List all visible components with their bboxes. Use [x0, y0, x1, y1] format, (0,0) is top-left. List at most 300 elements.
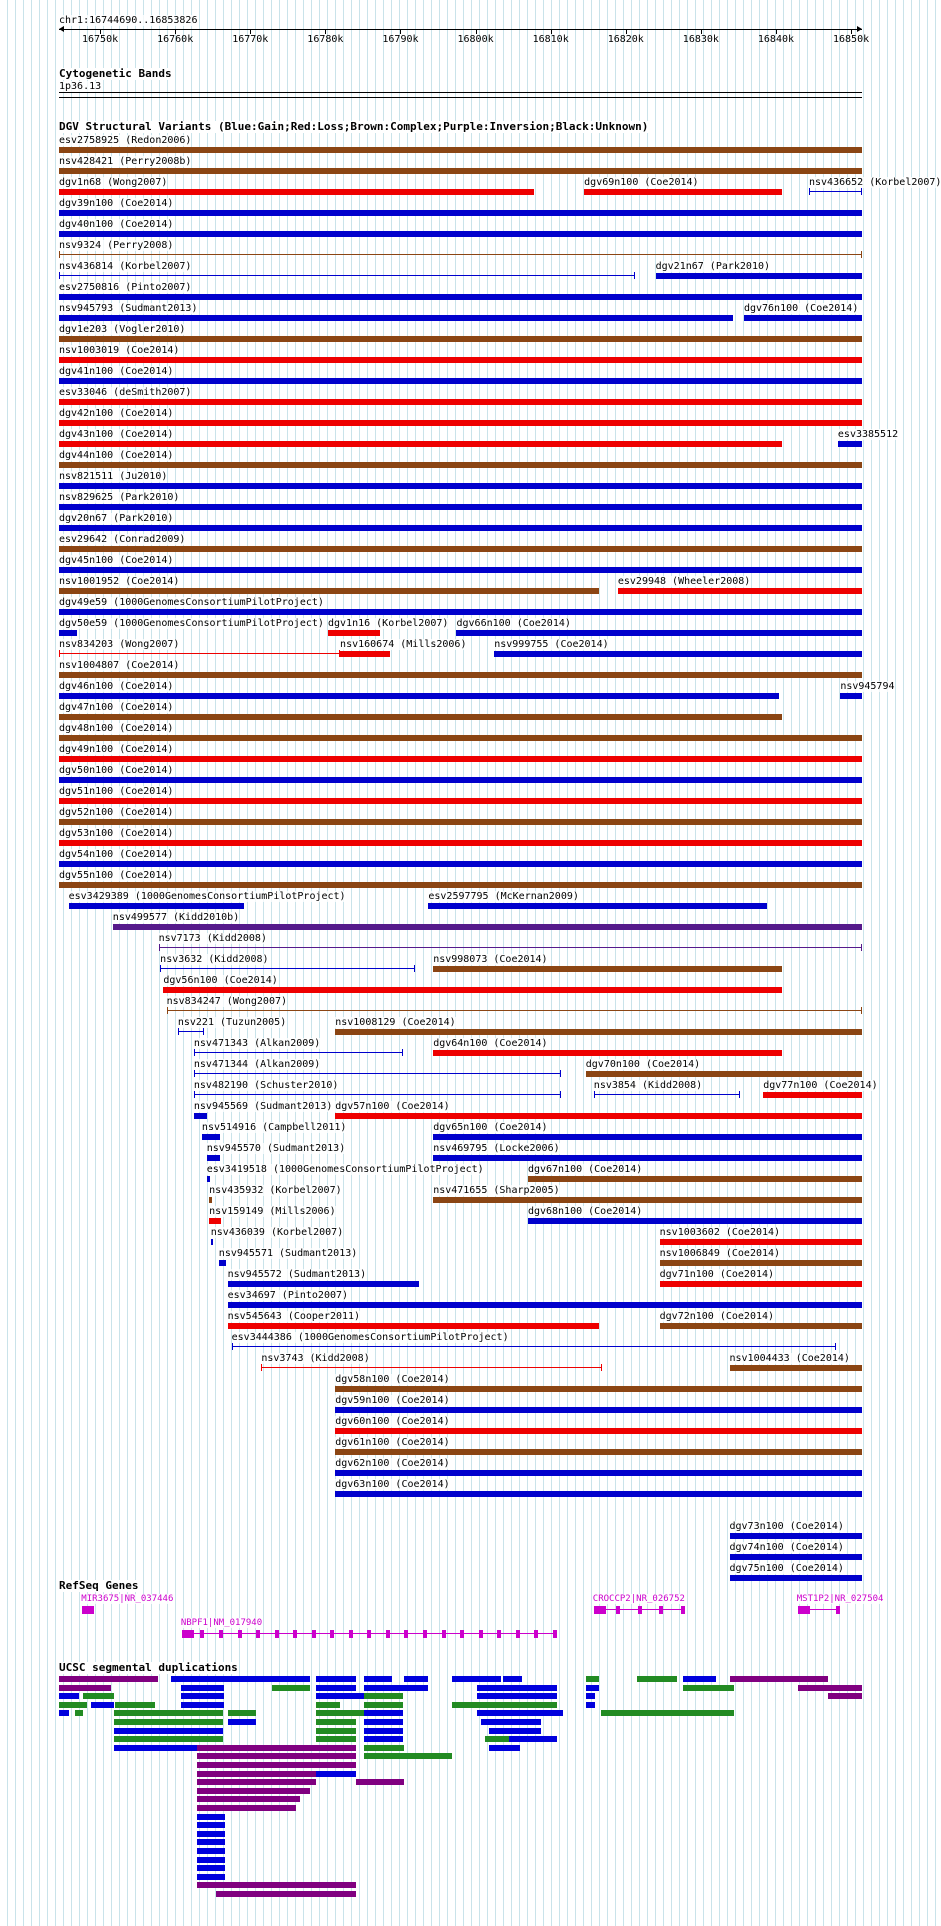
variant-bar[interactable]: [261, 1367, 601, 1368]
variant-bar[interactable]: [335, 1449, 862, 1455]
segdup-block[interactable]: [364, 1753, 452, 1759]
variant-bar[interactable]: [335, 1470, 862, 1476]
variant-bar[interactable]: [209, 1218, 221, 1224]
segdup-block[interactable]: [828, 1693, 862, 1699]
variant-bar[interactable]: [194, 1094, 561, 1095]
variant-bar[interactable]: [219, 1260, 226, 1266]
gene-label[interactable]: NBPF1|NM_017940: [180, 1618, 263, 1628]
variant-label[interactable]: nsv469795 (Locke2006): [433, 1143, 560, 1154]
variant-bar[interactable]: [59, 567, 862, 573]
gene-exon[interactable]: [330, 1630, 334, 1638]
segdup-block[interactable]: [364, 1702, 403, 1708]
variant-bar[interactable]: [163, 987, 781, 993]
variant-label[interactable]: dgv60n100 (Coe2014): [335, 1416, 450, 1427]
variant-label[interactable]: nsv471343 (Alkan2009): [193, 1038, 321, 1049]
variant-label[interactable]: nsv159149 (Mills2006): [209, 1206, 336, 1217]
segdup-block[interactable]: [364, 1676, 392, 1682]
variant-label[interactable]: nsv1004433 (Coe2014): [729, 1353, 850, 1364]
variant-bar[interactable]: [730, 1365, 862, 1371]
segdup-block[interactable]: [197, 1848, 225, 1854]
variant-bar[interactable]: [59, 504, 862, 510]
variant-label[interactable]: nsv545643 (Cooper2011): [227, 1311, 361, 1322]
segdup-block[interactable]: [452, 1702, 556, 1708]
segdup-block[interactable]: [114, 1745, 198, 1751]
segdup-block[interactable]: [197, 1805, 296, 1811]
variant-label[interactable]: esv3385512: [837, 429, 899, 440]
variant-label[interactable]: nsv482190 (Schuster2010): [193, 1080, 339, 1091]
variant-bar[interactable]: [207, 1155, 220, 1161]
segdup-block[interactable]: [637, 1676, 677, 1682]
gene-exon[interactable]: [534, 1630, 538, 1638]
gene-exon[interactable]: [349, 1630, 353, 1638]
variant-label[interactable]: nsv945794: [840, 681, 895, 692]
variant-bar[interactable]: [335, 1113, 862, 1119]
variant-bar[interactable]: [211, 1239, 213, 1245]
segdup-block[interactable]: [83, 1693, 114, 1699]
segdup-block[interactable]: [798, 1685, 862, 1691]
segdup-block[interactable]: [364, 1685, 428, 1691]
variant-bar[interactable]: [433, 1134, 862, 1140]
segdup-block[interactable]: [197, 1745, 356, 1751]
variant-label[interactable]: nsv834247 (Wong2007): [166, 996, 288, 1007]
variant-bar[interactable]: [335, 1029, 862, 1035]
gene-exon[interactable]: [798, 1606, 810, 1614]
variant-bar[interactable]: [59, 630, 77, 636]
variant-bar[interactable]: [59, 399, 862, 405]
segdup-block[interactable]: [364, 1736, 403, 1742]
segdup-block[interactable]: [316, 1685, 356, 1691]
variant-label[interactable]: nsv821511 (Ju2010): [59, 471, 168, 482]
variant-label[interactable]: dgv46n100 (Coe2014): [59, 681, 174, 692]
variant-bar[interactable]: [59, 546, 862, 552]
gene-exon[interactable]: [479, 1630, 483, 1638]
segdup-block[interactable]: [316, 1693, 364, 1699]
variant-bar[interactable]: [335, 1491, 862, 1497]
segdup-block[interactable]: [114, 1728, 223, 1734]
variant-bar[interactable]: [59, 882, 862, 888]
variant-label[interactable]: dgv49e59 (1000GenomesConsortiumPilotProject): [59, 597, 324, 608]
variant-bar[interactable]: [209, 1197, 211, 1203]
variant-bar[interactable]: [456, 630, 862, 636]
variant-bar[interactable]: [59, 441, 782, 447]
variant-bar[interactable]: [730, 1533, 862, 1539]
variant-label[interactable]: nsv834203 (Wong2007): [59, 639, 180, 650]
variant-bar[interactable]: [194, 1052, 403, 1053]
variant-bar[interactable]: [340, 651, 390, 657]
segdup-block[interactable]: [601, 1710, 733, 1716]
variant-label[interactable]: dgv1n16 (Korbel2007): [328, 618, 449, 629]
segdup-block[interactable]: [404, 1676, 428, 1682]
segdup-block[interactable]: [316, 1676, 356, 1682]
variant-label[interactable]: nsv945572 (Sudmant2013): [227, 1269, 367, 1280]
variant-bar[interactable]: [59, 254, 862, 255]
segdup-block[interactable]: [477, 1685, 557, 1691]
variant-bar[interactable]: [59, 840, 862, 846]
segdup-block[interactable]: [316, 1771, 356, 1777]
variant-label[interactable]: dgv55n100 (Coe2014): [59, 870, 174, 881]
variant-label[interactable]: dgv53n100 (Coe2014): [59, 828, 174, 839]
variant-label[interactable]: dgv42n100 (Coe2014): [59, 408, 174, 419]
variant-label[interactable]: dgv40n100 (Coe2014): [59, 219, 174, 230]
segdup-block[interactable]: [489, 1745, 520, 1751]
variant-label[interactable]: dgv49n100 (Coe2014): [59, 744, 174, 755]
segdup-block[interactable]: [197, 1839, 225, 1845]
variant-bar[interactable]: [59, 672, 862, 678]
segdup-block[interactable]: [197, 1865, 225, 1871]
variant-label[interactable]: nsv1003602 (Coe2014): [659, 1227, 781, 1238]
variant-label[interactable]: esv2758925 (Redon2006): [59, 135, 192, 146]
variant-label[interactable]: dgv52n100 (Coe2014): [59, 807, 174, 818]
segdup-block[interactable]: [228, 1710, 256, 1716]
gene-exon[interactable]: [182, 1630, 194, 1638]
segdup-block[interactable]: [59, 1693, 79, 1699]
variant-bar[interactable]: [433, 1050, 782, 1056]
segdup-block[interactable]: [197, 1814, 225, 1820]
variant-label[interactable]: dgv62n100 (Coe2014): [335, 1458, 450, 1469]
segdup-block[interactable]: [356, 1779, 404, 1785]
gene-exon[interactable]: [553, 1630, 557, 1638]
variant-bar[interactable]: [335, 1386, 862, 1392]
gene-exon[interactable]: [594, 1606, 606, 1614]
variant-label[interactable]: nsv1008129 (Coe2014): [335, 1017, 456, 1028]
segdup-block[interactable]: [586, 1702, 596, 1708]
variant-label[interactable]: nsv436814 (Korbel2007): [59, 261, 192, 272]
segdup-block[interactable]: [477, 1710, 564, 1716]
variant-label[interactable]: dgv44n100 (Coe2014): [59, 450, 174, 461]
segdup-block[interactable]: [197, 1796, 300, 1802]
variant-bar[interactable]: [59, 861, 862, 867]
variant-bar[interactable]: [159, 947, 862, 948]
variant-label[interactable]: nsv471344 (Alkan2009): [193, 1059, 321, 1070]
variant-label[interactable]: nsv999755 (Coe2014): [494, 639, 609, 650]
segdup-block[interactable]: [316, 1710, 364, 1716]
segdup-block[interactable]: [503, 1676, 522, 1682]
variant-label[interactable]: nsv945571 (Sudmant2013): [218, 1248, 358, 1259]
variant-label[interactable]: nsv1001952 (Coe2014): [59, 576, 180, 587]
variant-label[interactable]: nsv499577 (Kidd2010b): [112, 912, 240, 923]
variant-bar[interactable]: [59, 420, 862, 426]
variant-label[interactable]: nsv1003019 (Coe2014): [59, 345, 180, 356]
variant-bar[interactable]: [744, 315, 862, 321]
variant-bar[interactable]: [59, 210, 862, 216]
variant-label[interactable]: esv3419518 (1000GenomesConsortiumPilotProject): [206, 1164, 484, 1175]
variant-label[interactable]: nsv1006849 (Coe2014): [659, 1248, 781, 1259]
segdup-block[interactable]: [683, 1676, 716, 1682]
variant-label[interactable]: nsv3632 (Kidd2008): [160, 954, 269, 965]
variant-bar[interactable]: [528, 1176, 862, 1182]
variant-label[interactable]: dgv1e203 (Vogler2010): [59, 324, 186, 335]
variant-label[interactable]: dgv64n100 (Coe2014): [433, 1038, 548, 1049]
variant-bar[interactable]: [809, 191, 862, 192]
segdup-block[interactable]: [197, 1771, 316, 1777]
variant-bar[interactable]: [59, 483, 862, 489]
variant-label[interactable]: nsv436039 (Korbel2007): [210, 1227, 344, 1238]
variant-label[interactable]: dgv21n67 (Park2010): [655, 261, 771, 272]
variant-bar[interactable]: [584, 189, 782, 195]
gene-exon[interactable]: [442, 1630, 446, 1638]
variant-bar[interactable]: [59, 609, 862, 615]
variant-label[interactable]: dgv56n100 (Coe2014): [163, 975, 278, 986]
variant-bar[interactable]: [167, 1010, 862, 1011]
segdup-block[interactable]: [272, 1685, 310, 1691]
variant-bar[interactable]: [228, 1302, 862, 1308]
variant-bar[interactable]: [335, 1428, 862, 1434]
segdup-block[interactable]: [197, 1753, 356, 1759]
segdup-block[interactable]: [364, 1710, 403, 1716]
variant-bar[interactable]: [59, 336, 862, 342]
variant-bar[interactable]: [59, 756, 862, 762]
variant-bar[interactable]: [69, 903, 244, 909]
variant-bar[interactable]: [586, 1071, 862, 1077]
variant-label[interactable]: dgv66n100 (Coe2014): [456, 618, 571, 629]
segdup-block[interactable]: [364, 1693, 403, 1699]
variant-label[interactable]: nsv998073 (Coe2014): [433, 954, 548, 965]
segdup-block[interactable]: [115, 1702, 155, 1708]
variant-label[interactable]: nsv9324 (Perry2008): [59, 240, 174, 251]
variant-label[interactable]: dgv65n100 (Coe2014): [433, 1122, 548, 1133]
variant-label[interactable]: dgv20n67 (Park2010): [59, 513, 174, 524]
variant-label[interactable]: dgv41n100 (Coe2014): [59, 366, 174, 377]
variant-bar[interactable]: [59, 653, 340, 654]
variant-label[interactable]: nsv7173 (Kidd2008): [158, 933, 267, 944]
variant-label[interactable]: esv2750816 (Pinto2007): [59, 282, 192, 293]
variant-label[interactable]: dgv51n100 (Coe2014): [59, 786, 174, 797]
segdup-block[interactable]: [197, 1822, 225, 1828]
variant-label[interactable]: esv34697 (Pinto2007): [227, 1290, 349, 1301]
variant-bar[interactable]: [840, 693, 862, 699]
variant-label[interactable]: dgv59n100 (Coe2014): [335, 1395, 450, 1406]
variant-bar[interactable]: [328, 630, 380, 636]
segdup-block[interactable]: [114, 1736, 223, 1742]
variant-label[interactable]: dgv39n100 (Coe2014): [59, 198, 174, 209]
variant-bar[interactable]: [228, 1323, 599, 1329]
variant-label[interactable]: dgv75n100 (Coe2014): [729, 1563, 844, 1574]
variant-label[interactable]: nsv3743 (Kidd2008): [261, 1353, 370, 1364]
variant-label[interactable]: nsv221 (Tuzun2005): [177, 1017, 287, 1028]
variant-label[interactable]: nsv945570 (Sudmant2013): [206, 1143, 346, 1154]
variant-bar[interactable]: [660, 1239, 862, 1245]
variant-label[interactable]: nsv945569 (Sudmant2013): [193, 1101, 333, 1112]
segdup-block[interactable]: [228, 1719, 256, 1725]
variant-label[interactable]: dgv54n100 (Coe2014): [59, 849, 174, 860]
variant-bar[interactable]: [160, 968, 415, 969]
variant-label[interactable]: dgv50e59 (1000GenomesConsortiumPilotProject): [59, 618, 324, 629]
segdup-block[interactable]: [59, 1685, 111, 1691]
variant-label[interactable]: esv2597795 (McKernan2009): [428, 891, 579, 902]
variant-label[interactable]: dgv69n100 (Coe2014): [584, 177, 699, 188]
segdup-block[interactable]: [197, 1874, 225, 1880]
segdup-block[interactable]: [197, 1857, 225, 1863]
gene-exon[interactable]: [659, 1606, 663, 1614]
gene-exon[interactable]: [681, 1606, 685, 1614]
gene-exon[interactable]: [460, 1630, 464, 1638]
segdup-block[interactable]: [216, 1891, 356, 1897]
gene-exon[interactable]: [219, 1630, 223, 1638]
segdup-block[interactable]: [181, 1693, 224, 1699]
variant-label[interactable]: dgv73n100 (Coe2014): [729, 1521, 844, 1532]
gene-exon[interactable]: [200, 1630, 204, 1638]
gene-exon[interactable]: [87, 1606, 91, 1614]
variant-bar[interactable]: [113, 924, 862, 930]
variant-label[interactable]: dgv48n100 (Coe2014): [59, 723, 174, 734]
variant-bar[interactable]: [59, 315, 733, 321]
variant-bar[interactable]: [656, 273, 862, 279]
variant-bar[interactable]: [59, 798, 862, 804]
variant-label[interactable]: dgv61n100 (Coe2014): [335, 1437, 450, 1448]
variant-label[interactable]: esv3444386 (1000GenomesConsortiumPilotProject): [231, 1332, 509, 1343]
variant-label[interactable]: nsv1004807 (Coe2014): [59, 660, 180, 671]
segdup-block[interactable]: [316, 1702, 340, 1708]
variant-label[interactable]: dgv71n100 (Coe2014): [659, 1269, 775, 1280]
variant-bar[interactable]: [618, 588, 862, 594]
variant-bar[interactable]: [660, 1281, 862, 1287]
segdup-block[interactable]: [481, 1719, 541, 1725]
variant-bar[interactable]: [59, 189, 534, 195]
variant-bar[interactable]: [528, 1218, 862, 1224]
gene-label[interactable]: MST1P2|NR_027504: [796, 1594, 884, 1604]
gene-exon[interactable]: [616, 1606, 620, 1614]
variant-label[interactable]: dgv58n100 (Coe2014): [335, 1374, 450, 1385]
segdup-block[interactable]: [114, 1719, 223, 1725]
variant-label[interactable]: dgv70n100 (Coe2014): [585, 1059, 701, 1070]
gene-label[interactable]: CROCCP2|NR_026752: [592, 1594, 685, 1604]
variant-bar[interactable]: [660, 1323, 862, 1329]
variant-bar[interactable]: [59, 168, 862, 174]
gene-exon[interactable]: [256, 1630, 260, 1638]
variant-bar[interactable]: [228, 1281, 419, 1287]
variant-label[interactable]: dgv72n100 (Coe2014): [659, 1311, 775, 1322]
variant-bar[interactable]: [59, 378, 862, 384]
segdup-block[interactable]: [181, 1685, 224, 1691]
segdup-block[interactable]: [197, 1788, 309, 1794]
variant-bar[interactable]: [59, 693, 779, 699]
gene-exon[interactable]: [238, 1630, 242, 1638]
gene-exon[interactable]: [497, 1630, 501, 1638]
gene-exon[interactable]: [638, 1606, 642, 1614]
gene-exon[interactable]: [386, 1630, 390, 1638]
variant-bar[interactable]: [59, 777, 862, 783]
variant-label[interactable]: esv29642 (Conrad2009): [59, 534, 186, 545]
variant-bar[interactable]: [433, 1155, 862, 1161]
variant-label[interactable]: dgv77n100 (Coe2014): [763, 1080, 878, 1091]
variant-label[interactable]: dgv76n100 (Coe2014): [743, 303, 859, 314]
segdup-block[interactable]: [197, 1882, 356, 1888]
segdup-block[interactable]: [91, 1702, 113, 1708]
segdup-block[interactable]: [197, 1762, 356, 1768]
variant-bar[interactable]: [730, 1554, 862, 1560]
segdup-block[interactable]: [59, 1710, 69, 1716]
segdup-block[interactable]: [364, 1728, 403, 1734]
variant-label[interactable]: nsv160674 (Mills2006): [340, 639, 467, 650]
variant-label[interactable]: esv29948 (Wheeler2008): [617, 576, 751, 587]
variant-label[interactable]: dgv50n100 (Coe2014): [59, 765, 174, 776]
variant-bar[interactable]: [763, 1092, 862, 1098]
variant-bar[interactable]: [59, 275, 635, 276]
variant-bar[interactable]: [59, 147, 862, 153]
variant-label[interactable]: nsv471655 (Sharp2005): [433, 1185, 560, 1196]
segdup-block[interactable]: [586, 1685, 599, 1691]
gene-label[interactable]: MIR3675|NR_037446: [81, 1594, 174, 1604]
variant-bar[interactable]: [433, 966, 782, 972]
segdup-block[interactable]: [364, 1719, 403, 1725]
variant-label[interactable]: dgv1n68 (Wong2007): [59, 177, 168, 188]
variant-label[interactable]: dgv63n100 (Coe2014): [335, 1479, 450, 1490]
variant-label[interactable]: nsv514916 (Campbell2011): [201, 1122, 347, 1133]
variant-bar[interactable]: [207, 1176, 210, 1182]
variant-bar[interactable]: [59, 735, 862, 741]
segdup-block[interactable]: [197, 1831, 225, 1837]
variant-bar[interactable]: [59, 819, 862, 825]
variant-label[interactable]: nsv829625 (Park2010): [59, 492, 180, 503]
variant-bar[interactable]: [433, 1197, 862, 1203]
variant-label[interactable]: nsv435932 (Korbel2007): [209, 1185, 342, 1196]
gene-exon[interactable]: [275, 1630, 279, 1638]
variant-bar[interactable]: [428, 903, 767, 909]
segdup-block[interactable]: [477, 1693, 557, 1699]
variant-label[interactable]: nsv428421 (Perry2008b): [59, 156, 192, 167]
variant-bar[interactable]: [730, 1575, 862, 1581]
variant-bar[interactable]: [59, 357, 862, 363]
variant-bar[interactable]: [59, 525, 862, 531]
segdup-block[interactable]: [586, 1693, 596, 1699]
segdup-block[interactable]: [75, 1710, 83, 1716]
variant-bar[interactable]: [660, 1260, 862, 1266]
segdup-block[interactable]: [114, 1710, 223, 1716]
gene-exon[interactable]: [312, 1630, 316, 1638]
variant-bar[interactable]: [594, 1094, 740, 1095]
segdup-block[interactable]: [316, 1728, 356, 1734]
variant-bar[interactable]: [59, 588, 599, 594]
gene-exon[interactable]: [404, 1630, 408, 1638]
gene-exon[interactable]: [367, 1630, 371, 1638]
segdup-block[interactable]: [489, 1728, 541, 1734]
variant-label[interactable]: dgv45n100 (Coe2014): [59, 555, 174, 566]
variant-label[interactable]: dgv67n100 (Coe2014): [527, 1164, 643, 1175]
variant-bar[interactable]: [232, 1346, 836, 1347]
variant-bar[interactable]: [59, 462, 862, 468]
variant-label[interactable]: esv33046 (deSmith2007): [59, 387, 192, 398]
segdup-block[interactable]: [316, 1736, 356, 1742]
gene-exon[interactable]: [516, 1630, 520, 1638]
segdup-block[interactable]: [171, 1676, 309, 1682]
segdup-block[interactable]: [730, 1676, 829, 1682]
variant-bar[interactable]: [59, 714, 782, 720]
variant-label[interactable]: dgv47n100 (Coe2014): [59, 702, 174, 713]
segdup-block[interactable]: [509, 1736, 557, 1742]
gene-exon[interactable]: [423, 1630, 427, 1638]
segdup-block[interactable]: [683, 1685, 734, 1691]
gene-exon[interactable]: [836, 1606, 840, 1614]
segdup-block[interactable]: [181, 1702, 224, 1708]
segdup-block[interactable]: [59, 1702, 87, 1708]
variant-bar[interactable]: [494, 651, 862, 657]
segdup-block[interactable]: [364, 1745, 404, 1751]
variant-bar[interactable]: [194, 1113, 207, 1119]
variant-label[interactable]: dgv43n100 (Coe2014): [59, 429, 174, 440]
variant-bar[interactable]: [838, 441, 862, 447]
gene-exon[interactable]: [293, 1630, 297, 1638]
variant-label[interactable]: nsv945793 (Sudmant2013): [59, 303, 198, 314]
segdup-block[interactable]: [59, 1676, 158, 1682]
variant-bar[interactable]: [178, 1031, 204, 1032]
variant-label[interactable]: dgv74n100 (Coe2014): [729, 1542, 844, 1553]
variant-label[interactable]: dgv68n100 (Coe2014): [527, 1206, 643, 1217]
variant-bar[interactable]: [59, 294, 862, 300]
segdup-block[interactable]: [316, 1719, 356, 1725]
variant-label[interactable]: nsv3854 (Kidd2008): [593, 1080, 703, 1091]
segdup-block[interactable]: [485, 1736, 509, 1742]
variant-bar[interactable]: [59, 231, 862, 237]
